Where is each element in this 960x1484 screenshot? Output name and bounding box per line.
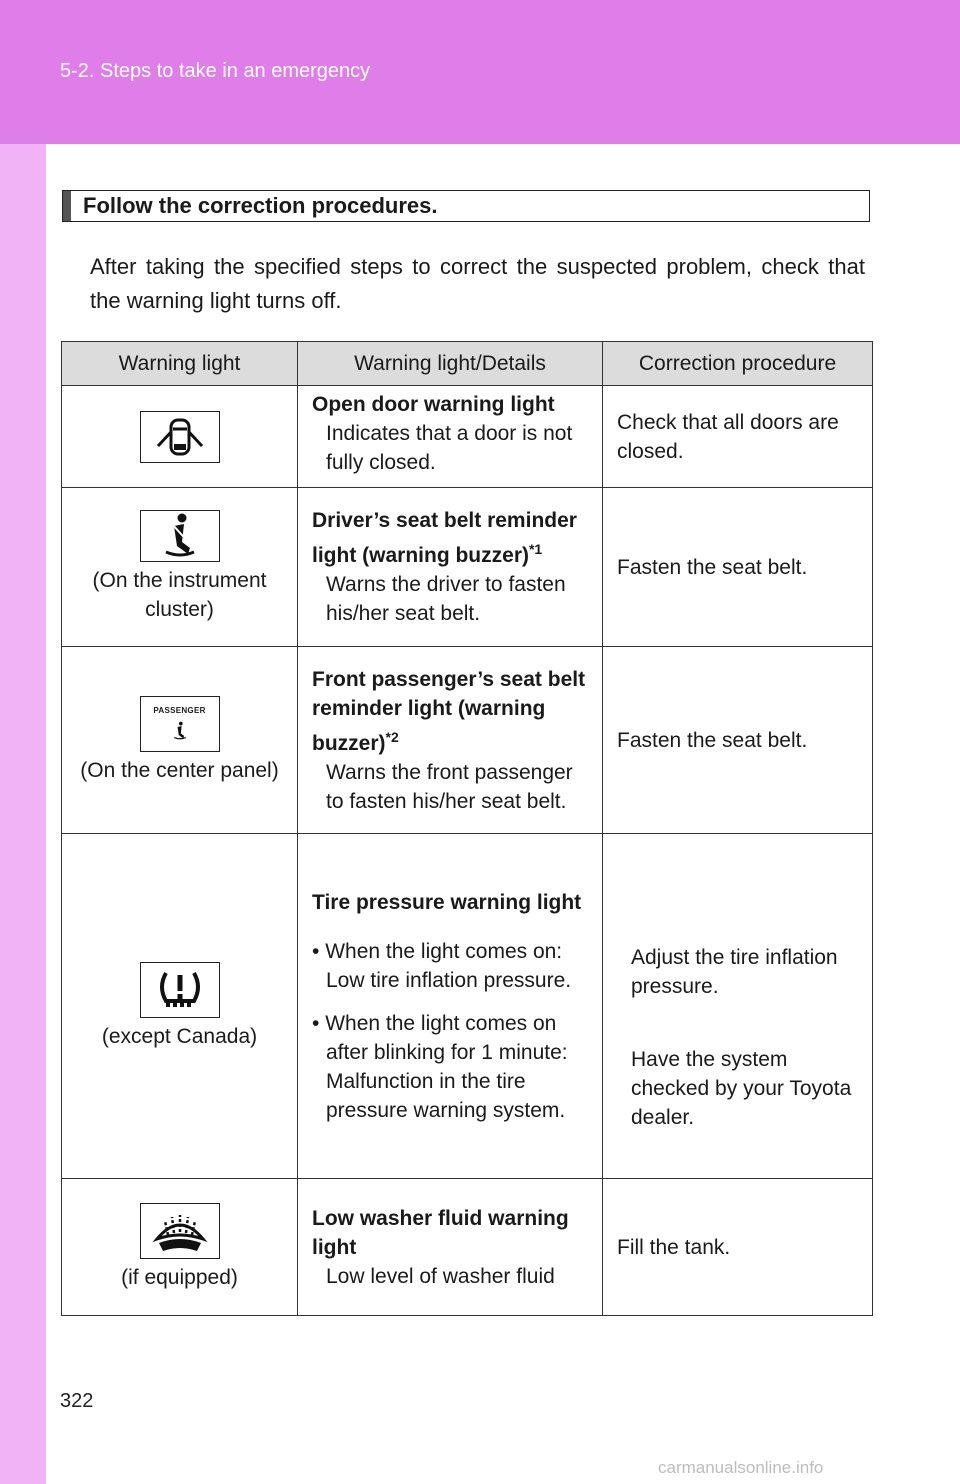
table-row [62,834,873,1179]
washer-fluid-icon [140,1203,220,1259]
details-cell [298,488,603,647]
table-header-row [62,342,873,386]
page-number: 322 [60,1390,94,1412]
details-cell [298,834,603,1179]
table-row [62,386,873,488]
column-header: Warning light [62,342,298,386]
spacer [312,995,596,1009]
footnote-marker: *1 [528,541,543,557]
details-cell [298,1179,603,1316]
intro-paragraph: After taking the specified steps to correct the suspected problem, check that the warning light turns off. [90,254,865,313]
condition-text: When the light comes on: Low tire inflation pressure. [325,939,572,992]
passenger-seat-belt-icon [140,696,220,752]
correction-cell: Fasten the seat belt. [603,647,873,834]
footnote-marker: *2 [385,728,399,745]
warning-detail: Low level of washer fluid [326,1264,555,1288]
section-title: 5-2. Steps to take in an emergency [60,60,371,82]
spacer [617,1001,860,1045]
warning-light-cell [62,386,298,488]
watermark: carmanualsonline.info [658,1458,824,1477]
icon-location-note: (On the center panel) [80,758,279,782]
correction-text: Have the system checked by your Toyota dealer. [631,1047,852,1129]
warning-light-cell [62,647,298,834]
column-header: Correction procedure [603,342,873,386]
table-row [62,1179,873,1316]
details-cell [298,647,603,834]
passenger-icon-label: PASSENGER [153,706,206,715]
warning-title: Tire pressure warning light [312,890,582,914]
spacer [312,917,596,937]
condition-bullet: • When the light comes on: Low tire inflation pressure. [312,939,572,992]
correction-cell [603,834,873,1179]
correction-cell: Check that all doors are closed. [603,386,873,488]
table-row [62,647,873,834]
details-cell [298,386,603,488]
warning-light-cell [62,1179,298,1316]
warning-title-text: Driver’s seat belt reminder light (warning buzzer) [312,509,577,567]
warning-title [312,506,594,570]
warning-light-table [61,341,873,1316]
procedure-heading [62,190,870,222]
warning-title-text: Front passenger’s seat belt reminder light (warning buzzer) [312,667,586,755]
warning-detail: Warns the front passenger to fasten his/her seat belt. [326,760,573,813]
warning-title [312,665,594,758]
heading-bar [63,191,71,221]
icon-location-note: (except Canada) [101,1024,258,1048]
warning-title: Low washer fluid warning light [312,1206,569,1259]
page-header [0,0,960,144]
warning-title: Open door warning light [312,393,555,416]
tire-pressure-icon [140,962,220,1018]
correction-text: Adjust the tire inflation pressure. [631,945,838,998]
side-margin-band [0,144,46,1484]
open-door-icon [140,411,220,463]
correction-cell: Fill the tank. [603,1179,873,1316]
seat-belt-icon [140,510,220,562]
warning-detail: Indicates that a door is not fully closed. [326,422,573,474]
column-header: Warning light/Details [298,342,603,386]
warning-light-cell [62,488,298,647]
icon-location-note: (On the instrument cluster) [92,569,267,621]
correction-cell: Fasten the seat belt. [603,488,873,647]
warning-detail: Warns the driver to fasten his/her seat belt. [326,573,566,625]
condition-bullet: • When the light comes on after blinking for 1 minute: Malfunction in the tire pressure warning system. [312,1011,568,1122]
heading-text: Follow the correction procedures. [83,193,438,218]
condition-text: When the light comes on after blinking for 1 minute: Malfunction in the tire pressure warning system. [325,1011,568,1122]
table-row [62,488,873,647]
icon-location-note: (if equipped) [121,1265,238,1289]
warning-light-cell [62,834,298,1179]
